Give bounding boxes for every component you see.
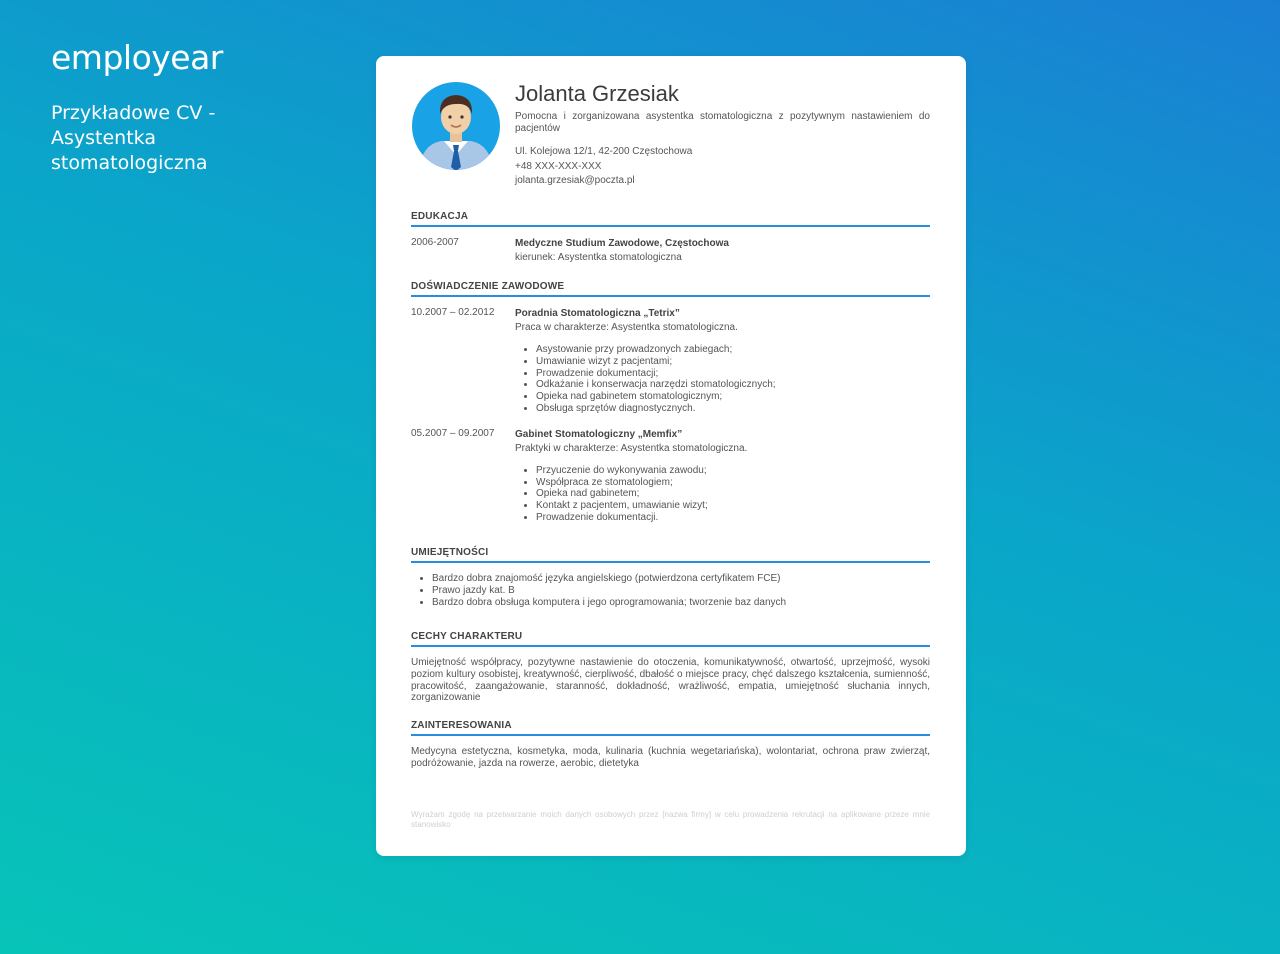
skills-list [411,573,930,608]
entry-date: 2006-2007 [411,237,459,248]
list-item: • Prawo jazdy kat. B [432,585,930,597]
contact-address: Ul. Kolejowa 12/1, 42-200 Częstochowa [515,146,693,157]
list-item: • Odkażanie i konserwacja narzędzi stomatologicznych; [536,379,930,391]
list-item: • Obsługa sprzętów diagnostycznych. [536,403,930,415]
education-section [411,211,930,265]
candidate-summary: Pomocna i zorganizowana asystentka stomatologiczna z pozytywnym nastawieniem do pacjentów [515,111,930,134]
skills-section [411,547,930,608]
experience-entry [411,307,930,415]
page-subtitle: Przykładowe CV - Asystentka stomatologiczna [51,102,216,174]
entry-detail: Praktyki w charakterze: Asystentka stomatologiczna. [515,442,748,454]
candidate-name: Jolanta Grzesiak [515,81,679,106]
section-title: UMIEJĘTNOŚCI [411,547,930,563]
list-item: • Asystowanie przy prowadzonych zabiegach; [536,344,930,356]
traits-text: Umiejętność współpracy, pozytywne nastawienie do otoczenia, komunikatywność, otwartość, uprzejmość, wysoki poziom kultury osobistej, kreatywność, cierpliwość, dbałość o miejsce pracy, chęć dalszego kształcenia, sumienność, pracowitość, zaangażowanie, staranność, dokładność, wrażliwość, empatia, umiejętność słuchania innych, zorganizowanie [411,657,930,704]
entry-organization: Gabinet Stomatologiczny „Memfix” [515,428,683,440]
experience-section [411,281,930,524]
section-title: DOŚWIADCZENIE ZAWODOWE [411,281,930,297]
entry-organization: Poradnia Stomatologiczna „Tetrix” [515,308,680,319]
education-entry [411,237,930,265]
avatar-icon [411,81,501,171]
list-item: • Opieka nad gabinetem; [536,488,930,500]
list-item: • Przyuczenie do wykonywania zawodu; [536,465,930,477]
employear-logo[interactable]: employear [51,38,223,77]
entry-date: 10.2007 – 02.2012 [411,307,495,318]
interests-text: Medycyna estetyczna, kosmetyka, moda, kulinaria (kuchnia wegetariańska), wolontariat, ochrona praw zwierząt, podróżowanie, jazda na rowerze, aerobic, dietetyka [411,746,930,769]
experience-entry [411,428,930,524]
section-title: EDUKACJA [411,211,930,227]
list-item: • Współpraca ze stomatologiem; [536,477,930,489]
entry-detail: kierunek: Asystentka stomatologiczna [515,252,682,263]
list-item: • Bardzo dobra obsługa komputera i jego oprogramowania; tworzenie baz danych [432,597,930,609]
entry-detail: Praca w charakterze: Asystentka stomatologiczna. [515,322,738,333]
list-item: • Umawianie wizyt z pacjentami; [536,356,930,368]
contact-email[interactable]: jolanta.grzesiak@poczta.pl [515,175,635,186]
interests-section [411,720,930,770]
list-item: • Kontakt z pacjentem, umawianie wizyt; [536,500,930,512]
list-item: • Prowadzenie dokumentacji. [536,512,930,524]
contact-block [515,145,692,189]
list-item: • Bardzo dobra znajomość języka angielskiego (potwierdzona certyfikatem FCE) [432,573,930,585]
entry-date: 05.2007 – 09.2007 [411,427,495,439]
list-item: • Opieka nad gabinetem stomatologicznym; [536,391,930,403]
entry-organization: Medyczne Studium Zawodowe, Częstochowa [515,238,729,249]
cv-document [376,56,966,856]
duties-list [515,465,930,524]
consent-clause: Wyrażam zgodę na przetwarzanie moich danych osobowych przez [nazwa firmy] w celu prowadzenia rekrutacji na aplikowane przeze mnie stanowisko [411,810,930,829]
section-title: ZAINTERESOWANIA [411,720,930,736]
contact-phone: +48 XXX-XXX-XXX [515,160,602,172]
duties-list [515,344,930,415]
list-item: • Prowadzenie dokumentacji; [536,368,930,380]
traits-section [411,631,930,704]
section-title: CECHY CHARAKTERU [411,631,930,647]
